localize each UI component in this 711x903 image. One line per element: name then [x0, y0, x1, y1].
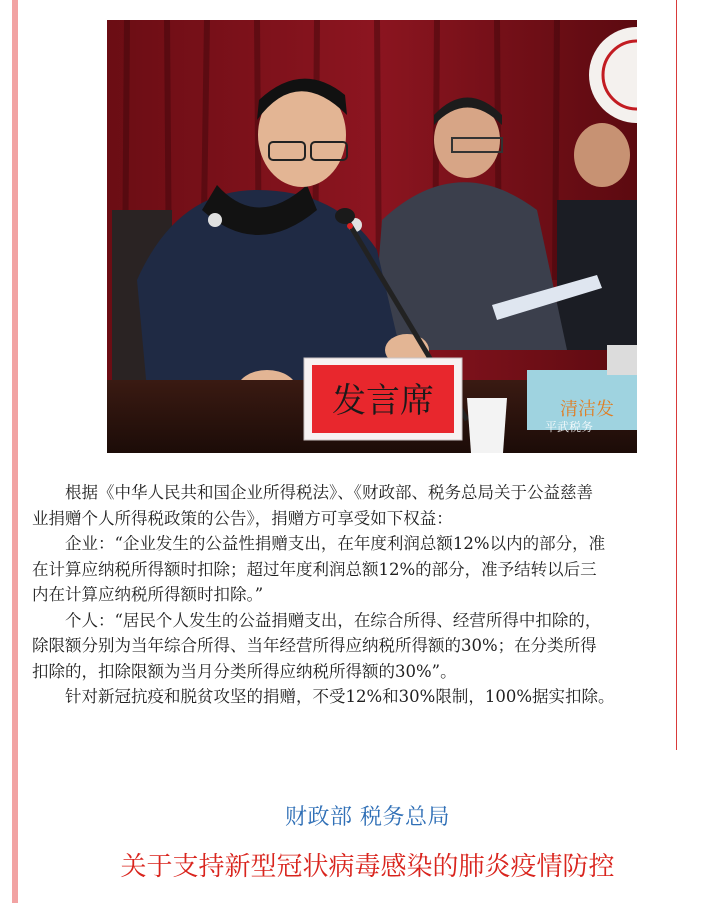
body-line-4: 在计算应纳税所得额时扣除；超过年度利润总额12%的部分，准予结转以后三 — [32, 559, 597, 579]
watermark-text: 平武税务 — [545, 420, 594, 434]
body-line-9: 针对新冠抗疫和脱贫攻坚的捐赠，不受12%和30%限制，100%据实扣除。 — [65, 687, 615, 706]
body-line-8: 扣除的，扣除限额为当月分类所得应纳税所得额的30%”。 — [32, 661, 457, 681]
placard-text: 发言席 — [332, 381, 434, 421]
body-line-3: 企业：“企业发生的公益性捐赠支出，在年度利润总额12%以内的部分，准 — [65, 534, 606, 553]
article-body — [32, 480, 697, 710]
department-title: 财政部 税务总局 — [285, 805, 450, 830]
body-line-1: 根据《中华人民共和国企业所得税法》、《财政部、税务总局关于公益慈善 — [65, 483, 593, 502]
body-line-7: 除限额分别为当年综合所得、当年经营所得应纳税所得额的30%；在分类所得 — [32, 636, 597, 655]
body-line-5: 内在计算应纳税所得额时扣除。” — [32, 585, 264, 604]
body-line-2: 业捐赠个人所得税政策的公告》，捐赠方可享受如下权益： — [32, 508, 453, 528]
tissue-box-text: 清洁发 — [560, 399, 614, 420]
headline-title: 关于支持新型冠状病毒感染的肺炎疫情防控 — [120, 852, 615, 882]
body-line-6: 个人：“居民个人发生的公益捐赠支出，在综合所得、经营所得中扣除的， — [65, 610, 602, 630]
